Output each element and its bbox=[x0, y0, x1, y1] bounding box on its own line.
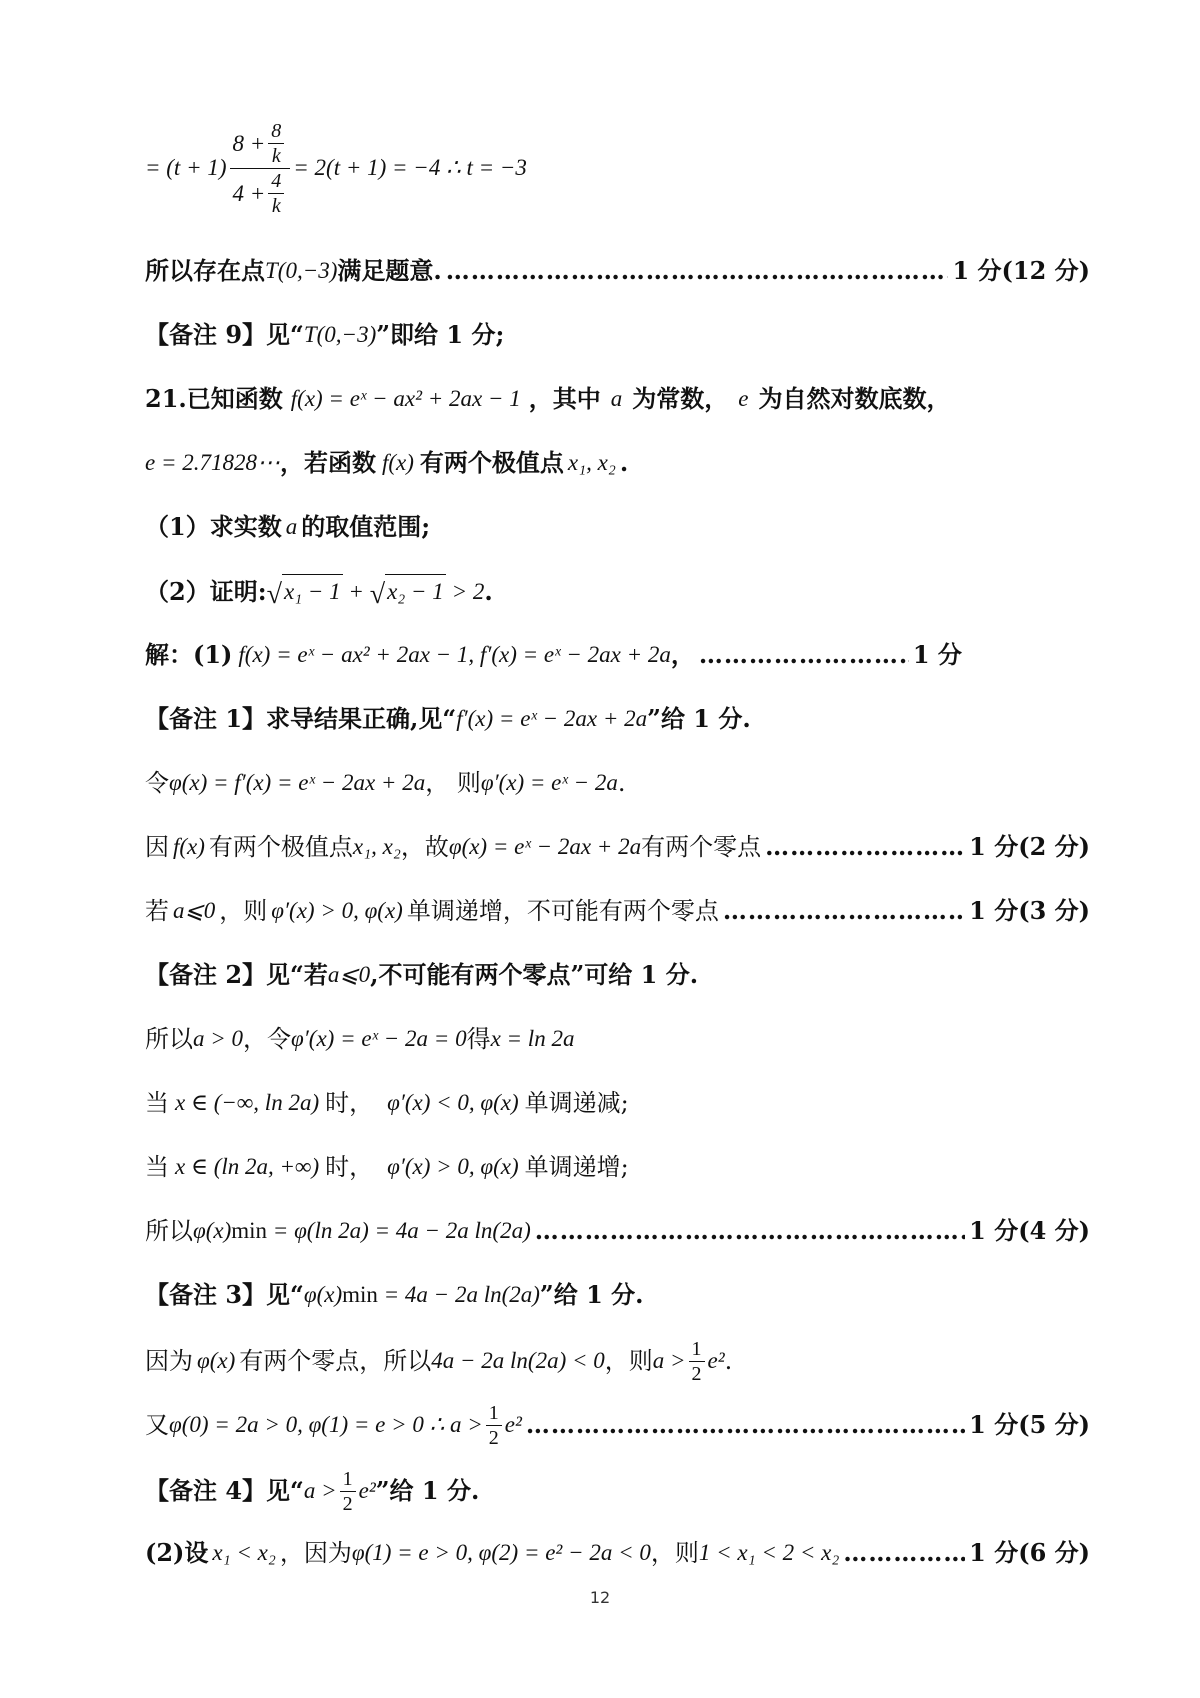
note-3: 【备注 3】见“ φ(x) min = 4a − 2a ln(2a) ”给 1 分. bbox=[145, 1280, 644, 1309]
note-2: 【备注 2】见“若 a⩽0 ,不可能有两个零点”可给 1 分. bbox=[145, 960, 699, 989]
score-label: 1 分(12 分) bbox=[952, 256, 1090, 285]
eq-suffix: = 2(t + 1) = −4 ∴ t = −3 bbox=[293, 155, 527, 180]
page-number: 12 bbox=[589, 1588, 611, 1607]
score-label: 1 分(2 分) bbox=[969, 832, 1090, 861]
equation-top bbox=[145, 118, 1090, 218]
score-label: 1 分(6 分) bbox=[969, 1538, 1090, 1567]
score-label: 1 分(3 分) bbox=[969, 896, 1090, 925]
let-line: 令 φ(x) = f′(x) = eˣ − 2ax + 2a ， 则 φ′(x) = eˣ − 2a . bbox=[145, 769, 626, 797]
so-line: 所以 a > 0 ，令 φ′(x) = eˣ − 2a = 0 得 x = ln 2a bbox=[145, 1025, 575, 1053]
question-21-line1: 21.已知函数 f(x) = eˣ − ax² + 2ax − 1 ，其中 a 为常数， e 为自然对数底数， bbox=[145, 384, 951, 413]
if-line: 若 a⩽0 ，则 φ′(x) > 0, φ(x) 单调递增，不可能有两个零点 ……………………………………………………………………………………………………………………………………………… 1 分(3 分) bbox=[145, 894, 1090, 928]
score-label: 1 分 bbox=[912, 640, 962, 669]
part-2: （2）证明: √ x₁ − 1 + √ x₂ − 1 > 2 . bbox=[145, 574, 1090, 609]
solution-1: 解：(1) f(x) = eˣ − ax² + 2ax − 1, f′(x) = eˣ − 2ax + 2a ， ……………………………………………………………………………………………………………………………………………… 1 分 bbox=[145, 638, 1090, 672]
min-line: 所以 φ(x) min = φ(ln 2a) = 4a − 2a ln(2a) ……………………………………………………………………………………………………………………………………………… 1 分(4 分) bbox=[145, 1214, 1090, 1248]
conclusion-line: 所以存在点 T(0,−3) 满足题意. ……………………………………………………………………………………………………………………………………………… 1 分(12 分) bbox=[145, 254, 1090, 288]
note-9: 【备注 9】见“ T(0,−3) ”即给 1 分; bbox=[145, 320, 505, 349]
when-2: 当 x ∈ (ln 2a, +∞) 时， φ′(x) > 0, φ(x) 单调递增; bbox=[145, 1153, 629, 1181]
also-line: 又 φ(0) = 2a > 0, φ(1) = e > 0 ∴ a > $\frac{1}{2}$ e² ……………………………………………………………………………………………………………………………………………… 1 分(5 分) bbox=[145, 1400, 1090, 1450]
part-1: （1）求实数 a 的取值范围; bbox=[145, 512, 431, 541]
part-2-solution: (2)设 x₁ < x₂ ，因为 φ(1) = e > 0, φ(2) = e² − 2a < 0 ，则 1 < x₁ < 2 < x₂ ……………………………………………………………………………………………………………………………………………… 1 分(6 分) bbox=[145, 1536, 1090, 1570]
when-1: 当 x ∈ (−∞, ln 2a) 时， φ′(x) < 0, φ(x) 单调递减; bbox=[145, 1089, 629, 1117]
score-label: 1 分(4 分) bbox=[969, 1216, 1090, 1245]
note-4: 【备注 4】见“ a > $\frac{1}{2}$ e² ”给 1 分. bbox=[145, 1467, 480, 1515]
big-fraction: 8 + $\frac{8}{k}$ 4 + $\frac{4}{k}$ bbox=[230, 121, 291, 216]
score-label: 1 分(5 分) bbox=[969, 1410, 1090, 1439]
because-line: 因 f(x) 有两个极值点 x₁, x₂ ，故 φ(x) = eˣ − 2ax + 2a 有两个零点 ……………………………………………………………………………………………………………………………………………… 1 分(2 分) bbox=[145, 830, 1090, 864]
eq-prefix: = (t + 1) bbox=[145, 155, 227, 180]
since-line: 因为 φ(x) 有两个零点，所以 4a − 2a ln(2a) < 0 ，则 a > $\frac{1}{2}$ e² . bbox=[145, 1337, 733, 1385]
note-1: 【备注 1】求导结果正确,见“ f′(x) = eˣ − 2ax + 2a ”给 1 分. bbox=[145, 704, 751, 733]
question-21-line2: e = 2.71828⋯ ，若函数 f(x) 有两个极值点 x₁, x₂ . bbox=[145, 448, 629, 477]
